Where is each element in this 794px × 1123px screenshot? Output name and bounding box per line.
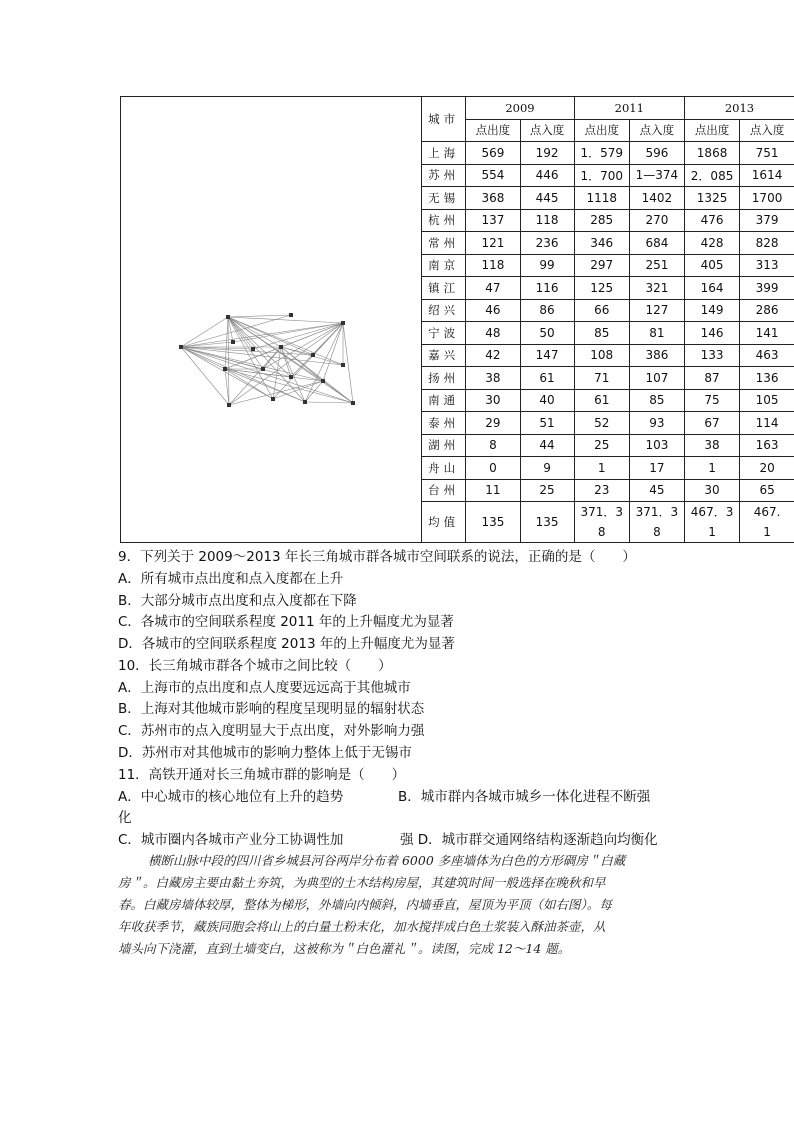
- value-cell: 42: [466, 344, 520, 367]
- passage-line: 房＂。白藏房主要由黏土夯筑，为典型的土木结构房屋，其建筑时间一般选择在晚秋和早: [118, 875, 606, 890]
- passage-line: 横断山脉中段的四川省乡城县河谷两岸分布着 6000 多座墙体为白色的方形碉房＂白藏: [148, 853, 626, 868]
- table-row: [422, 277, 794, 300]
- value-cell: 46: [466, 299, 520, 322]
- value-cell: 684: [629, 232, 684, 255]
- value-cell: 368: [466, 187, 520, 210]
- value-cell: 1118: [574, 187, 629, 210]
- option-11b-wrap: 化: [118, 810, 132, 826]
- value-cell: 75: [684, 389, 739, 412]
- network-node: [303, 400, 307, 404]
- value-cell: 569: [466, 142, 520, 165]
- network-node: [226, 315, 230, 319]
- sub-header: 点出度: [684, 119, 739, 142]
- network-node: [261, 367, 265, 371]
- value-cell: 270: [629, 209, 684, 232]
- value-cell: 105: [740, 389, 794, 412]
- figure-frame: [120, 96, 794, 543]
- city-name: 湖州: [422, 434, 466, 457]
- city-connection-table: [421, 96, 794, 543]
- value-cell: 346: [574, 232, 629, 255]
- value-cell: 25: [574, 434, 629, 457]
- value-cell: 51: [520, 412, 574, 435]
- network-edge: [181, 323, 343, 347]
- value-cell: 286: [740, 299, 794, 322]
- value-cell: 463: [740, 344, 794, 367]
- value-cell: 386: [629, 344, 684, 367]
- option-11c: C．城市圈内各城市产业分工协调性加: [118, 832, 344, 848]
- network-edge: [181, 317, 228, 347]
- value-cell: 116: [520, 277, 574, 300]
- table-row: [422, 142, 794, 165]
- year-header: 2011: [574, 97, 684, 120]
- network-node: [289, 375, 293, 379]
- value-cell: 81: [629, 322, 684, 345]
- value-cell: 48: [466, 322, 520, 345]
- value-cell: 30: [466, 389, 520, 412]
- mean-cell: 135: [520, 502, 574, 543]
- table-row: [422, 209, 794, 232]
- value-cell: 20: [740, 457, 794, 480]
- option-10b: B．上海对其他城市影响的程度呈现明显的辐射状态: [118, 701, 425, 717]
- sub-header: 点入度: [629, 119, 684, 142]
- value-cell: 399: [740, 277, 794, 300]
- option-9c: C．各城市的空间联系程度 2011 年的上升幅度尤为显著: [118, 614, 454, 630]
- network-node: [227, 403, 231, 407]
- table-row: [422, 367, 794, 390]
- value-cell: 66: [574, 299, 629, 322]
- option-11a: A．中心城市的核心地位有上升的趋势: [118, 789, 344, 805]
- value-cell: 596: [629, 142, 684, 165]
- option-11d: 强 D．城市群交通网络结构逐渐趋向均衡化: [400, 832, 658, 848]
- value-cell: 1325: [684, 187, 739, 210]
- mean-cell: 467．3 1: [684, 502, 739, 543]
- city-name: 上海: [422, 142, 466, 165]
- value-cell: 38: [684, 434, 739, 457]
- value-cell: 0: [466, 457, 520, 480]
- table-row: [422, 254, 794, 277]
- network-node: [279, 345, 283, 349]
- city-name: 杭州: [422, 209, 466, 232]
- network-node: [351, 401, 355, 405]
- value-cell: 428: [684, 232, 739, 255]
- table-row: [422, 164, 794, 187]
- value-cell: 85: [629, 389, 684, 412]
- table-row: [422, 232, 794, 255]
- city-name: 台州: [422, 479, 466, 502]
- value-cell: 405: [684, 254, 739, 277]
- value-cell: 103: [629, 434, 684, 457]
- table-row: [422, 322, 794, 345]
- value-cell: 121: [466, 232, 520, 255]
- city-name: 苏州: [422, 164, 466, 187]
- table-row: [422, 389, 794, 412]
- table-row: [422, 187, 794, 210]
- network-edge: [229, 323, 343, 405]
- sub-header: 点入度: [520, 119, 574, 142]
- value-cell: 445: [520, 187, 574, 210]
- city-name: 绍兴: [422, 299, 466, 322]
- value-cell: 141: [740, 322, 794, 345]
- sub-header: 点出度: [466, 119, 520, 142]
- mean-cell: 135: [466, 502, 520, 543]
- reading-passage: [118, 850, 678, 960]
- city-name: 嘉兴: [422, 344, 466, 367]
- value-cell: 137: [466, 209, 520, 232]
- table-body: [422, 142, 794, 502]
- value-cell: 2．085: [684, 164, 739, 187]
- value-cell: 127: [629, 299, 684, 322]
- table-row: [422, 299, 794, 322]
- sub-header: 点出度: [574, 119, 629, 142]
- network-edge: [225, 369, 353, 403]
- value-cell: 1614: [740, 164, 794, 187]
- value-cell: 1700: [740, 187, 794, 210]
- value-cell: 99: [520, 254, 574, 277]
- value-cell: 236: [520, 232, 574, 255]
- network-edge: [305, 402, 353, 403]
- city-name: 泰州: [422, 412, 466, 435]
- value-cell: 87: [684, 367, 739, 390]
- city-name: 舟山: [422, 457, 466, 480]
- mean-label: 均值: [422, 502, 466, 543]
- value-cell: 163: [740, 434, 794, 457]
- network-edge: [228, 317, 229, 405]
- network-edge: [229, 381, 323, 405]
- value-cell: 61: [574, 389, 629, 412]
- network-diagram: [121, 97, 422, 542]
- value-cell: 23: [574, 479, 629, 502]
- network-edge: [323, 381, 353, 403]
- question-10: 10．长三角城市群各个城市之间比较（ ）: [118, 658, 392, 674]
- network-edge: [228, 317, 343, 323]
- value-cell: 108: [574, 344, 629, 367]
- value-cell: 1．579: [574, 142, 629, 165]
- city-name: 无锡: [422, 187, 466, 210]
- value-cell: 321: [629, 277, 684, 300]
- city-name: 镇江: [422, 277, 466, 300]
- value-cell: 85: [574, 322, 629, 345]
- mean-cell: 467. 1: [740, 502, 794, 543]
- city-name: 常州: [422, 232, 466, 255]
- network-node: [321, 379, 325, 383]
- value-cell: 1: [574, 457, 629, 480]
- table-row: [422, 412, 794, 435]
- value-cell: 1: [684, 457, 739, 480]
- value-cell: 50: [520, 322, 574, 345]
- value-cell: 61: [520, 367, 574, 390]
- value-cell: 17: [629, 457, 684, 480]
- network-node: [311, 353, 315, 357]
- value-cell: 313: [740, 254, 794, 277]
- value-cell: 149: [684, 299, 739, 322]
- value-cell: 45: [629, 479, 684, 502]
- city-name: 南京: [422, 254, 466, 277]
- city-header: 城市: [422, 97, 466, 142]
- network-edge: [228, 317, 353, 403]
- mean-cell: 371．3 8: [629, 502, 684, 543]
- network-node: [289, 313, 293, 317]
- value-cell: 8: [466, 434, 520, 457]
- value-cell: 146: [684, 322, 739, 345]
- network-edge: [228, 317, 253, 349]
- value-cell: 25: [520, 479, 574, 502]
- passage-line: 春。白藏房墙体较厚，整体为梯形，外墙向内倾斜，内墙垂直，屋顶为平顶（如右图）。每: [118, 897, 612, 912]
- question-9: 9．下列关于 2009～2013 年长三角城市群各城市空间联系的说法，正确的是（ ）: [118, 549, 636, 565]
- year-header: 2009: [466, 97, 574, 120]
- option-10d: D．苏州市对其他城市的影响力整体上低于无锡市: [118, 745, 412, 761]
- value-cell: 38: [466, 367, 520, 390]
- mean-row: [422, 502, 794, 543]
- option-11b: B．城市群内各城市城乡一体化进程不断强: [398, 789, 651, 805]
- value-cell: 192: [520, 142, 574, 165]
- value-cell: 67: [684, 412, 739, 435]
- question-11: 11．高铁开通对长三角城市群的影响是（ ）: [118, 767, 406, 783]
- value-cell: 251: [629, 254, 684, 277]
- value-cell: 1．700: [574, 164, 629, 187]
- passage-line: 年收获季节，藏族同胞会将山上的白量土粉末化，加水搅拌成白色土浆装入酥油茶壶，从: [118, 919, 606, 934]
- network-node: [341, 321, 345, 325]
- value-cell: 40: [520, 389, 574, 412]
- value-cell: 118: [466, 254, 520, 277]
- table-row: [422, 479, 794, 502]
- city-name: 扬州: [422, 367, 466, 390]
- value-cell: 65: [740, 479, 794, 502]
- option-10a: A．上海市的点出度和点人度要远远高于其他城市: [118, 680, 411, 696]
- value-cell: 114: [740, 412, 794, 435]
- year-header: 2013: [684, 97, 794, 120]
- option-9b: B．大部分城市点出度和点入度都在下降: [118, 593, 357, 609]
- value-cell: 118: [520, 209, 574, 232]
- network-edge: [228, 317, 273, 399]
- value-cell: 379: [740, 209, 794, 232]
- value-cell: 9: [520, 457, 574, 480]
- network-edge: [181, 347, 225, 369]
- value-cell: 44: [520, 434, 574, 457]
- option-9d: D．各城市的空间联系程度 2013 年的上升幅度尤为显著: [118, 636, 455, 652]
- mean-cell: 371．3 8: [574, 502, 629, 543]
- option-10c: C．苏州市的点入度明显大于点出度，对外影响力强: [118, 723, 425, 739]
- value-cell: 30: [684, 479, 739, 502]
- value-cell: 554: [466, 164, 520, 187]
- network-node: [231, 340, 235, 344]
- value-cell: 86: [520, 299, 574, 322]
- value-cell: 52: [574, 412, 629, 435]
- value-cell: 297: [574, 254, 629, 277]
- value-cell: 476: [684, 209, 739, 232]
- table-row: [422, 434, 794, 457]
- table-row: [422, 457, 794, 480]
- value-cell: 1402: [629, 187, 684, 210]
- value-cell: 107: [629, 367, 684, 390]
- value-cell: 1868: [684, 142, 739, 165]
- network-edge: [181, 347, 229, 405]
- value-cell: 133: [684, 344, 739, 367]
- value-cell: 1—374: [629, 164, 684, 187]
- value-cell: 285: [574, 209, 629, 232]
- value-cell: 93: [629, 412, 684, 435]
- value-cell: 29: [466, 412, 520, 435]
- option-9a: A．所有城市点出度和点入度都在上升: [118, 571, 344, 587]
- network-edge: [323, 323, 343, 381]
- value-cell: 125: [574, 277, 629, 300]
- value-cell: 751: [740, 142, 794, 165]
- value-cell: 147: [520, 344, 574, 367]
- network-node: [223, 367, 227, 371]
- network-edge: [228, 315, 291, 317]
- network-node: [341, 363, 345, 367]
- value-cell: 47: [466, 277, 520, 300]
- network-node: [271, 397, 275, 401]
- city-network-graph: [173, 257, 373, 457]
- value-cell: 71: [574, 367, 629, 390]
- city-name: 宁波: [422, 322, 466, 345]
- passage-line: 墙头向下浇灌，直到土墙变白，这被称为＂白色灌礼＂。读图，完成 12～14 题。: [118, 941, 571, 956]
- value-cell: 136: [740, 367, 794, 390]
- sub-header: 点入度: [740, 119, 794, 142]
- value-cell: 164: [684, 277, 739, 300]
- value-cell: 828: [740, 232, 794, 255]
- network-edge: [225, 369, 273, 399]
- network-node: [251, 347, 255, 351]
- network-node: [179, 345, 183, 349]
- city-name: 南通: [422, 389, 466, 412]
- value-cell: 446: [520, 164, 574, 187]
- value-cell: 11: [466, 479, 520, 502]
- table-row: [422, 344, 794, 367]
